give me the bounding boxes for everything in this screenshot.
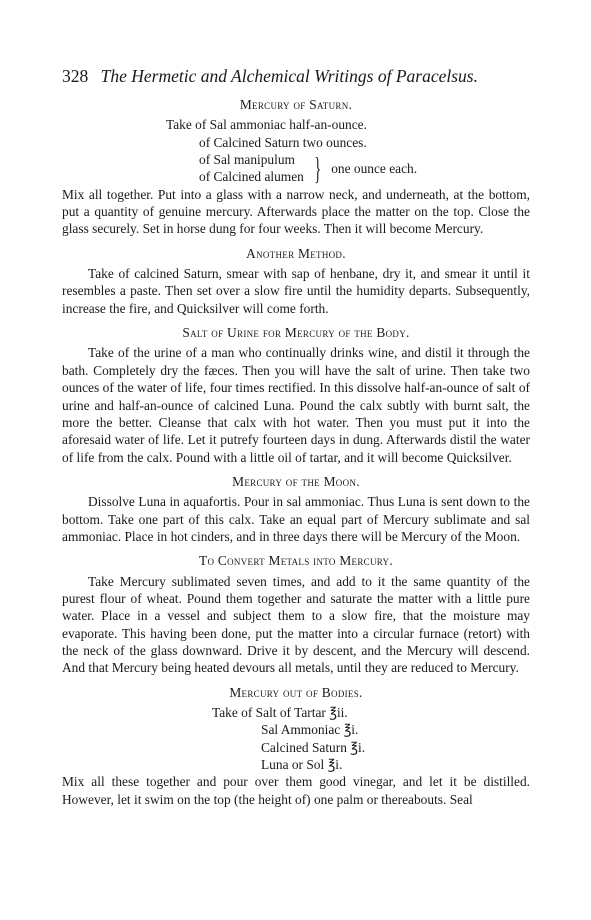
curly-brace-icon: }	[314, 150, 321, 187]
section-heading-salt-of-urine: Salt of Urine for Mercury of the Body.	[182, 325, 410, 341]
page-body	[62, 96, 530, 808]
paragraph: Take of the urine of a man who continually drinks wine, and distil it through the bath. Completely dry the fæces. Then you will have the salt of urine. Then take two ounces of the water of life, four times rectified. In this dissolve half-an-ounce of salt of urine and half-an-ounce of calcined Luna. Pound the calx subtly with burnt salt, the more the better. Cleanse that calx with hot water. Then you must put it into the aforesaid water of life. Let it putrefy fourteen days in dung. Afterwards distil the water of life from the calx. Pound with a little oil of tartar, and it will become Quicksilver.	[62, 345, 530, 465]
recipe-line: of Calcined alumen	[199, 169, 304, 185]
recipe-line: of Calcined Saturn two ounces.	[199, 134, 367, 150]
recipe-line: Take of Salt of Tartar ℥ii.	[212, 705, 348, 720]
recipe-line: of Sal manipulum	[199, 152, 295, 168]
page-number: 328	[62, 66, 89, 86]
recipe-line: Sal Ammoniac ℥i.	[261, 722, 359, 738]
book-title: The Hermetic and Alchemical Writings of Paracelsus.	[100, 66, 478, 86]
bracket-note: one ounce each.	[331, 160, 418, 176]
running-head	[62, 66, 478, 87]
paragraph: Take Mercury sublimated seven times, and add to it the same quantity of the purest flour of wheat. Pound them together and saturate the matter with a little pure water. Place in a vessel and subject them to a slow fire, that the moisture may evaporate. This having been done, put the matter into a circular furnace (retort) with the neck of the glass downward. Drive it by descent, and the Mercury will descend. And that Mercury being heated devours all metals, until they are reduced to Mercury.	[62, 573, 530, 676]
section-heading-another-method: Another Method.	[246, 245, 346, 261]
paragraph: Mix all these together and pour over them good vinegar, and let it be distilled. However, let it swim on the top (the height of) one palm or thereabouts. Seal	[62, 774, 530, 807]
recipe-mercury-out-of-bodies	[62, 704, 530, 773]
recipe-mercury-of-saturn	[62, 116, 530, 185]
recipe-line: Luna or Sol ℥i.	[261, 757, 343, 773]
paragraph: Mix all together. Put into a glass with a narrow neck, and underneath, at the bottom, put a quantity of genuine mercury. Afterwards place the matter on the top. Close the glass securely. Set in horse dung for four weeks. Then it will become Mercury.	[62, 186, 530, 237]
section-heading-mercury-out-of-bodies: Mercury out of Bodies.	[229, 684, 363, 700]
section-heading-mercury-of-moon: Mercury of the Moon.	[232, 473, 360, 489]
section-heading-convert-metals: To Convert Metals into Mercury.	[198, 553, 394, 569]
paragraph: Dissolve Luna in aquafortis. Pour in sal ammoniac. Thus Luna is sent down to the bottom. Take one part of this calx. Take an equal part of Mercury sublimate and sal ammoniac. Place in hot cinders, and in three days there will be Mercury of the Moon.	[62, 494, 530, 544]
section-heading-mercury-of-saturn: Mercury of Saturn.	[239, 97, 353, 112]
recipe-line: Calcined Saturn ℥i.	[261, 739, 366, 755]
paragraph: Take of calcined Saturn, smear with sap of henbane, dry it, and smear it until it resembles a paste. Then set over a slow fire until the humidity departs. Subsequently, increase the fire, and Quicksilver will come forth.	[62, 266, 530, 316]
recipe-line: Take of Sal ammoniac half-an-ounce.	[166, 117, 367, 133]
bracketed-ingredients	[62, 151, 530, 186]
